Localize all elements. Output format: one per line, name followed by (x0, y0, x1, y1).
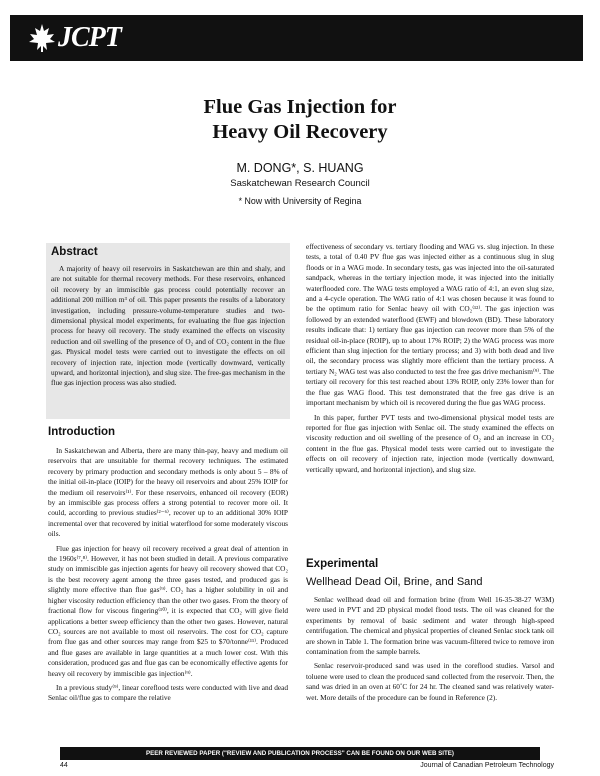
left-column (48, 446, 288, 708)
header-bar (10, 15, 583, 61)
maple-leaf-icon (28, 23, 56, 53)
authors: M. DONG*, S. HUANG (236, 161, 364, 175)
experimental-paragraph-1: Senlac wellhead dead oil and formation brine (from Well 16-35-38-27 W3M) were used in PVT and 2D physical model flood tests. The oil was cleaned for the experiments by removal of basic sediment and water through high-speed centrifugation. The chemical and physical properties of cleaned Senlac stock tank oil are shown in Table 1. The formation brine was vacuum-filtered twice to remove iron contamination from the sample barrels. (306, 595, 554, 657)
intro-paragraph-1: In Saskatchewan and Alberta, there are many thin-pay, heavy and medium oil reservoirs that are unsuitable for thermal recovery techniques. The estimated recovery by primary production and secondary methods is only about 5 – 8% of the initial oil-in-place (IOIP) for the heavy oil reservoirs and about 25% IOIP for the medium oil reservoirs⁽¹⁾. For these reservoirs, enhanced oil recovery (EOR) by an immiscible gas process offers a strong potential to recover more oil. It could, according to previous studies⁽²⁻⁶⁾, recover up to an additional 30% IOIP incremental over that recovered by initial waterflood for some moderately viscous oils. (48, 446, 288, 539)
right-paragraph-1: effectiveness of secondary vs. tertiary flooding and WAG vs. slug injection. In these tests, a total of 0.40 PV flue gas was injected either as a continuous slug in slug floods or in a WAG mode. In secondary tests, gas was injected into the oil-saturated sandpack, whereas in the tertiary injection mode, it was injected into the initially waterflooded core. The WAG tests employed a WAG ratio of 4:1, an even slug size, and a 4-cycle operation. The WAG ratio of 4:1 was chosen because it was found to be the optimum ratio for Senlac heavy oil with CO₂⁽¹²⁾. The gas injection was followed by an extended waterflood (EWF) and blowdown (BD). These laboratory results indicate that: 1) tertiary flue gas injection can recover more than 5% of the residual oil-in-place (ROIP), up to about 17% ROIP; 2) the WAG process was more efficient than slug injection for the tertiary process; and 3) with both dead and live oil, the secondary process was slightly more efficient than the tertiary process. A tertiary N₂ WAG test was also conducted to test the free gas drive mechanism⁽⁹⁾. The tertiary oil recovery for this test reached about 13% ROIP, only 23% lower than for the flue gas WAG flood. This test demonstrated that the free gas drive is an important mechanism by which oil is recovered during the flue gas WAG process. (306, 242, 554, 408)
affiliation: Saskatchewan Research Council (230, 178, 370, 189)
right-paragraph-2: In this paper, further PVT tests and two-dimensional physical model tests are reported for flue gas injection with Senlac oil. The study examined the effects on viscosity reduction and oil swelling of the presence of O₂ and an increase in CO₂ content in the flue gas. Physical model tests were carried out to investigate the effects on oil recovery of injection rate, injection mode (vertically downward, vertically upward, and horizontal injection), and slug size. (306, 412, 554, 474)
paper-title (0, 95, 600, 145)
title-line-1: Flue Gas Injection for (203, 96, 397, 118)
journal-name: Journal of Canadian Petroleum Technology (420, 762, 554, 769)
author-note: * Now with University of Regina (238, 196, 362, 206)
abstract-text: A majority of heavy oil reservoirs in Saskatchewan are thin and shaly, and are not suitable for thermal recovery methods. For these reservoirs, enhanced oil recovery by an immiscible gas process could potentially recover an additional 200 million m³ of oil. This paper presents the results of a laboratory investigation, including pressure-volume-temperature studies and two-dimensional physical model experiments, for evaluating the flue gas injection process for heavy oil recovery. The study examined the effects on viscosity reduction and oil swelling of the presence of O₂ and of CO₂ content in the flue gas. Physical model tests were carried out to investigate the effects on oil recovery of injection rate, injection mode (vertically downward, vertically upward, and horizontal injection), and slug size. The free-gas mechanism in the flue gas injection process was also studied. (51, 264, 285, 388)
experimental-paragraph-2: Senlac reservoir-produced sand was used in the coreflood studies. Varsol and toluene were used to clean the produced sand collected from the reservoir. Then, the sand was dried in an oven at 60˚C for 24 hr. The cleaned sand was relatively water-wet. More details of the procedure can be found in Reference (2). (306, 661, 554, 702)
title-line-2: Heavy Oil Recovery (212, 121, 388, 143)
intro-paragraph-2: Flue gas injection for heavy oil recovery received a great deal of attention in the 1960s⁽⁷,⁸⁾. However, it has not been studied in detail. A previous comparative study on immiscible gas injection agents for heavy oil recovery showed that CO₂ is the best recovery agent among the three gases tested, and produced gas is slightly more effective than flue gas⁽⁹⁾. CO₂ has a higher solubility in oil and higher viscosity reduction efficiency than the other two gases. From the theory of fractional flow for viscous fingering⁽¹⁰⁾, it is expected that CO₂ will give field applications a better sweep efficiency than the other two gases. However, natural CO₂ sources are not available to most oil reservoirs. The cost for CO₂ capture from flue gas and other sources may range from $25 to $70/tonne⁽¹¹⁾. Produced and flue gases are available in large quantities at a much lower cost. With this consideration, produced gas and flue gas can be economically effective agents for heavy oil recovery by immiscible gas injection⁽⁹⁾. (48, 543, 288, 678)
experimental-subheading: Wellhead Dead Oil, Brine, and Sand (306, 576, 483, 588)
logo-text: JCPT (58, 22, 121, 53)
experimental-heading: Experimental (306, 558, 379, 570)
intro-paragraph-3: In a previous study⁽⁹⁾, linear coreflood tests were conducted with live and dead Senlac oil/flue gas to compare the relative (48, 682, 288, 703)
introduction-heading: Introduction (48, 426, 116, 438)
experimental-text (306, 595, 554, 707)
journal-logo (28, 21, 121, 55)
page-number: 44 (60, 762, 68, 769)
abstract-heading: Abstract (51, 246, 98, 258)
peer-review-banner: PEER REVIEWED PAPER ("REVIEW AND PUBLICATION PROCESS" CAN BE FOUND ON OUR WEB SITE) (60, 747, 540, 760)
right-column (306, 242, 554, 479)
